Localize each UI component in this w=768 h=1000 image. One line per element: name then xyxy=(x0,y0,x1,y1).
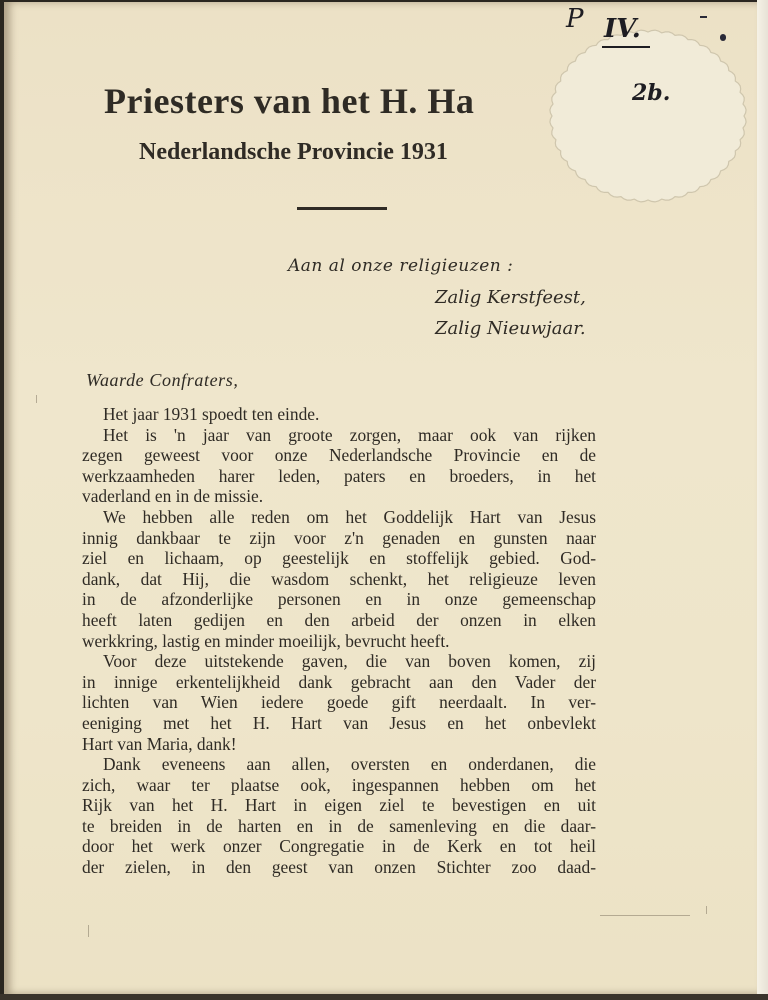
handwritten-mark-number: 2b. xyxy=(632,80,671,106)
handwritten-mark-roman: IV. xyxy=(604,14,641,44)
ink-dash xyxy=(700,16,707,18)
scan-bottom-edge xyxy=(0,994,768,1000)
body-line: ziel en lichaam, op geestelijk en stoffelijk gebied. God- xyxy=(82,548,596,569)
body-line: dank, dat Hij, die wasdom schenkt, het religieuze leven xyxy=(82,568,596,589)
body-line: Het jaar 1931 spoedt ten einde. xyxy=(103,404,320,424)
body-line: Hart van Maria, dank! xyxy=(82,733,237,754)
paper-speck xyxy=(36,395,37,403)
body-line: eeniging met het H. Hart van Jesus en het onbevlekt xyxy=(82,712,596,733)
paper-speck xyxy=(600,915,690,916)
greeting-line-1: Aan al onze religieuzen : xyxy=(288,256,514,276)
body-line: Rijk van het H. Hart in eigen ziel te bevestigen en uit xyxy=(82,795,596,816)
body-line: innig dankbaar te zijn voor z'n genaden en gunsten naar xyxy=(82,527,596,548)
body-line: lichten van Wien iedere goede gift neerdaalt. In ver- xyxy=(82,692,596,713)
body-line: te breiden in de harten en in de samenleving en die daar- xyxy=(82,815,596,836)
letter-body xyxy=(82,404,596,878)
title-divider xyxy=(297,207,387,210)
body-line: werkzaamheden harer leden, paters en broeders, in het xyxy=(82,465,596,486)
body-line: in de afzonderlijke personen en in onze gemeenschap xyxy=(82,589,596,610)
salutation: Waarde Confraters, xyxy=(86,370,239,390)
body-line: der zielen, in den geest van onzen Stichter zoo daad- xyxy=(82,857,596,878)
body-line: werkkring, lastig en minder moeilijk, bevrucht heeft. xyxy=(82,630,450,651)
body-line: We hebben alle reden om het Goddelijk Hart van Jesus xyxy=(103,506,596,527)
body-line: Voor deze uitstekende gaven, die van boven komen, zij xyxy=(103,651,596,672)
page-margin-strip xyxy=(757,0,768,1000)
body-line: Het is 'n jaar van groote zorgen, maar ook van rijken xyxy=(103,424,596,445)
ink-dot xyxy=(720,34,726,41)
body-line: door het werk onzer Congregatie in de Kerk en tot heil xyxy=(82,836,596,857)
paper-speck xyxy=(88,925,89,937)
seal-outline xyxy=(550,30,746,202)
greeting-line-2: Zalig Kerstfeest, xyxy=(435,287,586,308)
body-line: Dank eveneens aan allen, oversten en onderdanen, die xyxy=(103,754,596,775)
document-title: Priesters van het H. Ha xyxy=(104,81,475,121)
body-line: heeft laten gedijen en den arbeid der onzen in elken xyxy=(82,609,596,630)
greeting-line-3: Zalig Nieuwjaar. xyxy=(435,318,586,339)
body-line: vaderland en in de missie. xyxy=(82,486,264,507)
scalloped-seal xyxy=(548,28,748,203)
body-line: in innige erkentelijkheid dank gebracht aan den Vader der xyxy=(82,671,596,692)
document-subtitle: Nederlandsche Provincie 1931 xyxy=(139,139,448,165)
body-line: zegen geweest voor onze Nederlandsche Provincie en de xyxy=(82,445,596,466)
handwritten-underline xyxy=(602,46,650,48)
handwritten-mark-p: P xyxy=(566,4,584,34)
body-line: zich, waar ter plaatse ook, ingespannen hebben om het xyxy=(82,774,596,795)
paper-speck xyxy=(706,906,707,914)
